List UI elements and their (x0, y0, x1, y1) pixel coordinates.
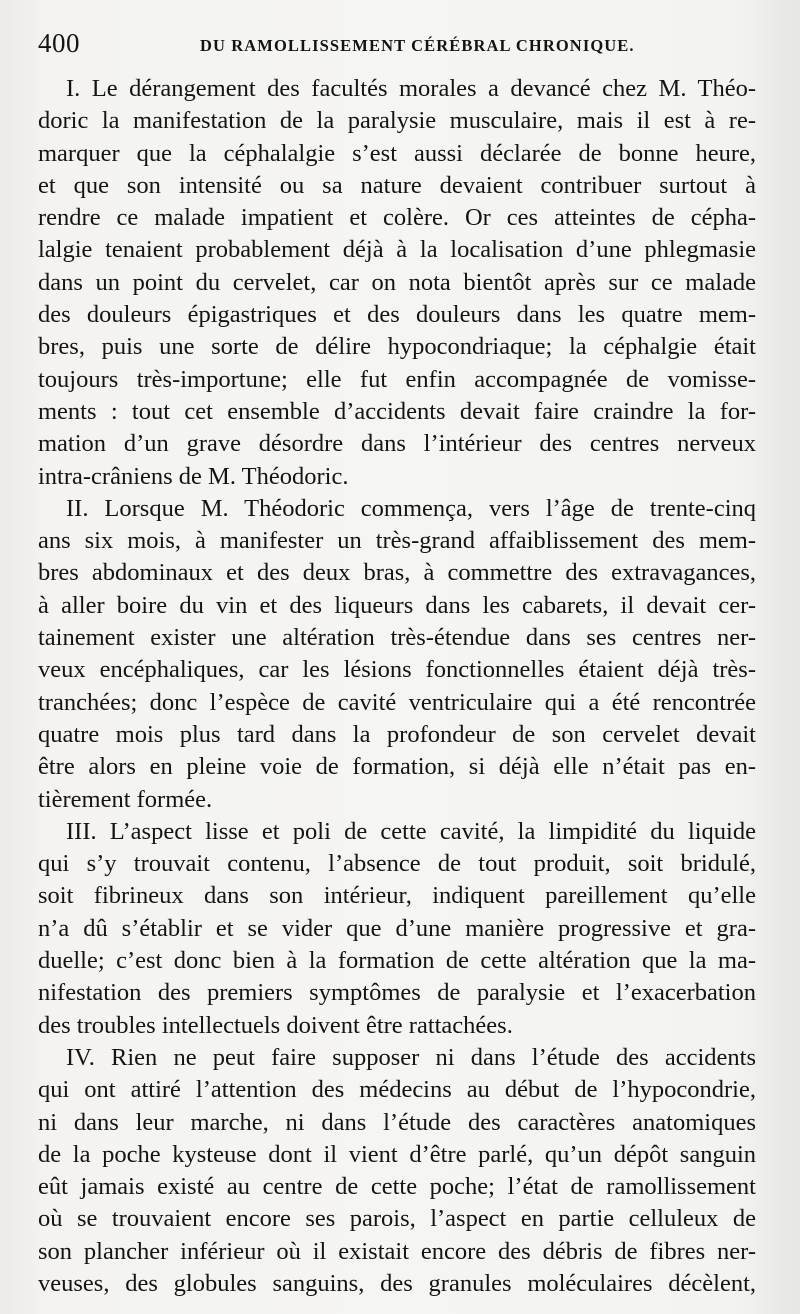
text-line: quatre mois plus tard dans la profondeur de son cervelet devait (38, 720, 756, 748)
text-line: IV. Rien ne peut faire supposer ni dans l’étude des accidents (66, 1043, 756, 1071)
text-line: II. Lorsque M. Théodoric commença, vers l’âge de trente-cinq (66, 494, 756, 522)
text-line: dans un point du cervelet, car on nota bientôt après sur ce malade (38, 268, 756, 296)
text-line: eût jamais existé au centre de cette poche; l’état de ramollissement (38, 1173, 756, 1201)
text-line: intra-crâniens de M. Théodoric. (38, 462, 349, 490)
text-line: des troubles intellectuels doivent être rattachées. (38, 1011, 513, 1039)
text-line: et que son intensité ou sa nature devaient contribuer surtout à (38, 171, 756, 199)
page-number: 400 (38, 28, 80, 58)
text-line: ni dans leur marche, ni dans l’étude des caractères anatomiques (38, 1108, 756, 1136)
text-line: à aller boire du vin et des liqueurs dans les cabarets, il devait cer- (38, 591, 756, 619)
text-line: être alors en pleine voie de formation, si déjà elle n’était pas en- (38, 753, 756, 781)
text-line: rendre ce malade impatient et colère. Or ces atteintes de cépha- (38, 204, 756, 232)
paragraph-2 (38, 493, 756, 816)
text-line: de la poche kysteuse dont il vient d’être parlé, qu’un dépôt sanguin (38, 1140, 756, 1168)
text-line: où se trouvaient encore ses parois, l’aspect en partie celluleux de (38, 1205, 756, 1233)
text-line: bres abdominaux et des deux bras, à commettre des extravagances, (38, 559, 756, 587)
text-line: toujours très-importune; elle fut enfin accompagnée de vomisse- (38, 365, 756, 393)
text-line: veux encéphaliques, car les lésions fonctionnelles étaient déjà très- (38, 656, 756, 684)
text-line: marquer que la céphalalgie s’est aussi déclarée de bonne heure, (38, 139, 756, 167)
text-line: nifestation des premiers symptômes de paralysie et l’exacerbation (38, 979, 756, 1007)
text-line: tranchées; donc l’espèce de cavité ventriculaire qui a été rencontrée (38, 688, 756, 716)
text-line: III. L’aspect lisse et poli de cette cavité, la limpidité du liquide (66, 817, 756, 845)
text-line: tièrement formée. (38, 785, 213, 813)
text-line: mation d’un grave désordre dans l’intérieur des centres nerveux (38, 430, 756, 458)
paragraph-4 (38, 1042, 756, 1300)
text-line: bres, puis une sorte de délire hypocondriaque; la céphalgie était (38, 333, 756, 361)
text-line: lalgie tenaient probablement déjà à la localisation d’une phlegmasie (38, 236, 756, 264)
text-line: n’a dû s’établir et se vider que d’une manière progressive et gra- (38, 914, 756, 942)
text-line: veuses, des globules sanguins, des granules moléculaires décèlent, (38, 1269, 756, 1297)
text-line: tainement exister une altération très-étendue dans ses centres ner- (38, 624, 756, 652)
running-head: DU RAMOLLISSEMENT CÉRÉBRAL CHRONIQUE. (200, 36, 635, 55)
text-line: qui ont attiré l’attention des médecins au début de l’hypocondrie, (38, 1076, 756, 1104)
page-header (38, 28, 778, 62)
text-line: I. Le dérangement des facultés morales a devancé chez M. Théo- (66, 75, 756, 102)
paragraph-1 (38, 73, 756, 493)
text-line: ans six mois, à manifester un très-grand affaiblissement des mem- (38, 527, 756, 555)
text-line: son plancher inférieur où il existait encore des débris de fibres ner- (38, 1237, 756, 1265)
text-line: soit fibrineux dans son intérieur, indiquent pareillement qu’elle (38, 882, 756, 910)
text-line: duelle; c’est donc bien à la formation de cette altération que la ma- (38, 947, 756, 975)
text-line: ments : tout cet ensemble d’accidents devait faire craindre la for- (38, 397, 756, 425)
paragraph-3 (38, 816, 756, 1042)
body-text (38, 73, 756, 1300)
text-line: des douleurs épigastriques et des douleurs dans les quatre mem- (38, 301, 756, 329)
text-line: doric la manifestation de la paralysie musculaire, mais il est à re- (38, 107, 756, 135)
text-line: qui s’y trouvait contenu, l’absence de tout produit, soit bridulé, (38, 850, 756, 878)
